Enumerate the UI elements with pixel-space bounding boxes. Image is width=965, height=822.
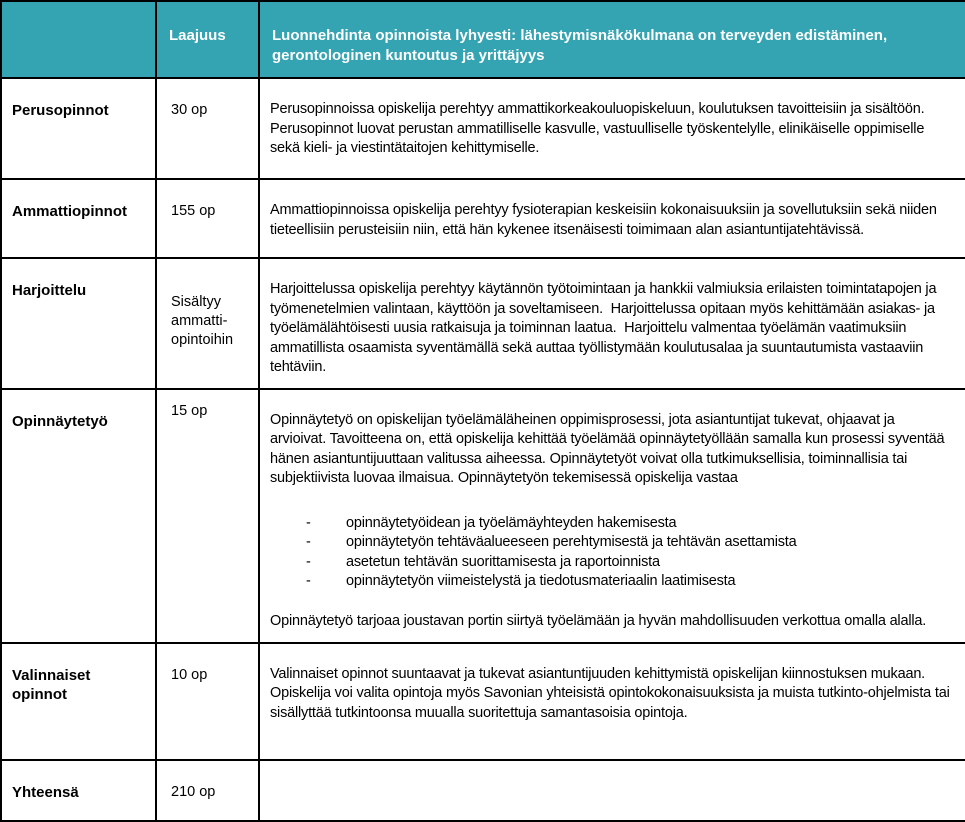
credits-cell: 210 op — [156, 760, 259, 821]
description-cell — [259, 258, 965, 389]
bullet-dash: - — [306, 573, 311, 589]
header-cell-empty — [1, 1, 156, 78]
credits-cell: Sisältyy ammatti-opintoihin — [156, 258, 259, 389]
header-row — [1, 1, 965, 78]
category-cell: Harjoittelu — [1, 258, 156, 389]
list-item — [306, 533, 953, 553]
bullet-text: opinnäytetyön viimeistelystä ja tiedotusmateriaalin laatimisesta — [346, 573, 736, 589]
category-cell: Valinnaiset opinnot — [1, 643, 156, 760]
description-cell — [259, 643, 965, 760]
credits-cell: 30 op — [156, 78, 259, 179]
description-text: Perusopinnoissa opiskelija perehtyy ammattikorkeakouluopiskeluun, koulutuksen tavoitteisiin ja sisältöön. Perusopinnot luovat perustan ammatilliselle kasvulle, vastuulliselle työskentelylle, elinikäiselle oppimiselle sekä kieli- ja viestintätaitojen kehittymiselle. — [270, 101, 929, 156]
bullet-text: opinnäytetyöidean ja työelämäyhteyden hakemisesta — [346, 514, 677, 531]
credits-cell: 15 op — [156, 389, 259, 643]
description-cell — [259, 78, 965, 179]
list-item — [306, 514, 953, 534]
category-cell: Yhteensä — [1, 760, 156, 821]
description-text: Valinnaiset opinnot suuntaavat ja tukevat asiantuntijuuden kehittymistä opiskelijan kiinnostuksen mukaan. Opiskelija voi valita opintoja myös Savonian yhteisistä opintokokonaisuuksista ja muista tutkinto-ohjelmista tai sisällyttää tutkintoonsa muualla suoritettuja samantasoisia opintoja. — [270, 665, 954, 721]
bullet-dash: - — [306, 553, 311, 570]
table-row-harjoittelu — [1, 258, 965, 389]
bullet-dash: - — [306, 514, 311, 531]
category-cell: Ammattiopinnot — [1, 179, 156, 258]
bullet-list — [306, 514, 953, 592]
description-cell — [259, 389, 965, 643]
list-item — [306, 572, 953, 592]
header-cell-description: Luonnehdinta opinnoista lyhyesti: lähestymisnäkökulmana on terveyden edistäminen, gerontologinen kuntoutus ja yrittäjyys — [259, 1, 965, 78]
table-header — [1, 1, 965, 78]
category-cell: Opinnäytetyö — [1, 389, 156, 643]
credits-cell: 10 op — [156, 643, 259, 760]
bullet-text: opinnäytetyön tehtäväalueeseen perehtymisestä ja tehtävän asettamista — [346, 534, 797, 550]
bullet-text: asetetun tehtävän suorittamisesta ja raportoinnista — [346, 553, 660, 570]
description-text: Harjoittelussa opiskelija perehtyy käytännön työtoimintaan ja hankkii valmiuksia erilaisten toimintatapojen ja työmenetelmien valintaan, käyttöön ja soveltamiseen. Harjoittelussa opitaan myös kehittämään asiakas- ja työelämälähtöisesti uusia ratkaisuja ja toiminnan laatua. Harjoittelu valmentaa työelämän vaatimuksiin ammatillista osaamista syventämällä sekä auttaa työllistymään koulutusalaa ja suuntautumista vastaaviin tehtäviin. — [270, 281, 941, 375]
list-item — [306, 553, 953, 573]
description-cell-empty — [259, 760, 965, 821]
category-cell: Perusopinnot — [1, 78, 156, 179]
description-intro-text: Opinnäytetyö on opiskelijan työelämäläheinen oppimisprosessi, jota asiantuntijat tukevat, ohjaavat ja arvioivat. Tavoitteena on, että opiskelija kehittää työelämää opinnäytetyöllään samalla kun prosessi syventää hänen asiantuntijuuttaan valitussa aiheessa. Opinnäytetyöt voivat olla tutkimuksellisia, toiminnallisia tai subjektiivista luovaa ilmaisua. Opinnäytetyön tekemisessä opiskelija vastaa — [270, 411, 949, 486]
description-text: Ammattiopinnoissa opiskelija perehtyy fysioterapian keskeisiin kokonaisuuksiin ja sovellutuksiin sekä niiden tieteellisiin perusteisiin niin, että hän kykenee itsenäisesti toimimaan alan asiantuntijatehtävissä. — [270, 202, 941, 238]
table-row-ammattiopinnot — [1, 179, 965, 258]
description-outro-text: Opinnäytetyö tarjoaa joustavan portin siirtyä työelämään ja hyvän mahdollisuuden verkottua omalla alalla. — [270, 612, 927, 629]
table-row-perusopinnot — [1, 78, 965, 179]
description-cell — [259, 179, 965, 258]
credits-cell: 155 op — [156, 179, 259, 258]
header-cell-credits: Laajuus — [156, 1, 259, 78]
table-row-yhteensa — [1, 760, 965, 821]
table-row-valinnaiset-opinnot — [1, 643, 965, 760]
bullet-dash: - — [306, 534, 311, 550]
table-row-opinnaytetyo — [1, 389, 965, 643]
